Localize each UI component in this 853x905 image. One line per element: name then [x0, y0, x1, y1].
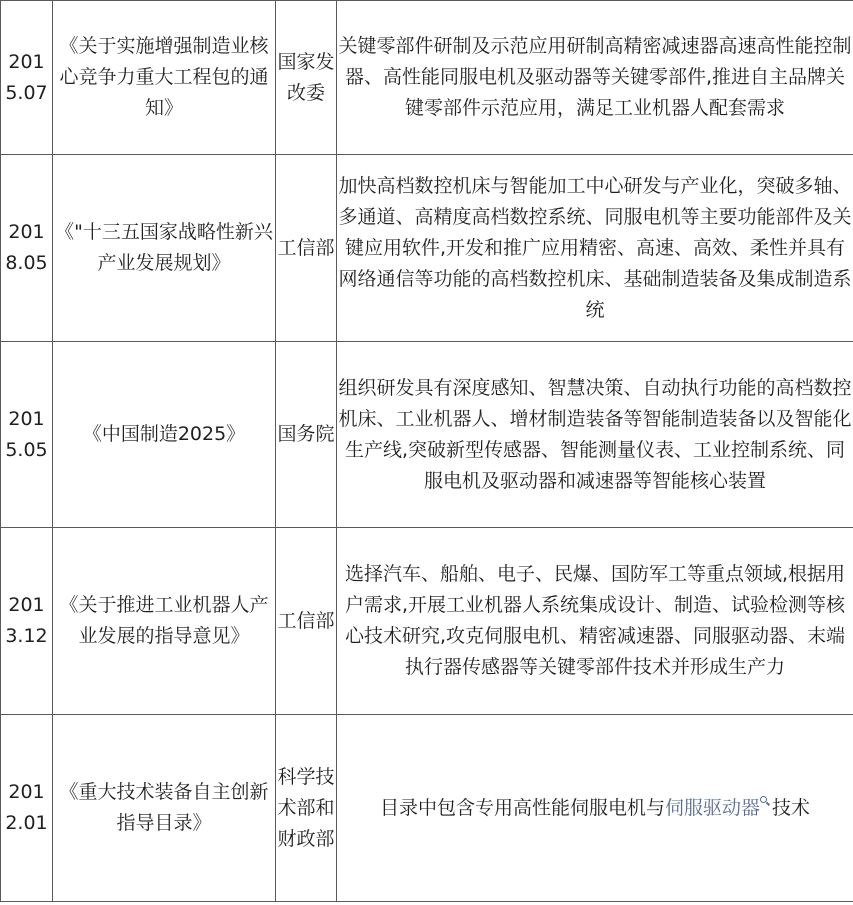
policy-title-cell: 《重大技术装备自主创新指导目录》: [53, 715, 276, 902]
policy-title-cell: 《关于推进工业机器人产业发展的指导意见》: [53, 528, 276, 715]
department-cell: 国家发改委: [276, 1, 337, 155]
table-row: [1, 155, 853, 342]
content-cell: 加快高档数控机床与智能加工中心研发与产业化，突破多轴、多通道、高精度高档数控系统、同服电机等主要功能部件及关键应用软件,开发和推广应用精密、高速、高效、柔性并具有网络通信等功能的高档数控机床、基础制造装备及集成制造系统: [337, 155, 853, 342]
content-cell: [337, 715, 853, 902]
date-cell: 2013.12: [1, 528, 53, 715]
policy-title-cell: 《"十三五国家战略性新兴产业发展规划》: [53, 155, 276, 342]
department-cell: 工信部: [276, 155, 337, 342]
department-cell: 科学技术部和财政部: [276, 715, 337, 902]
date-cell: 2015.05: [1, 342, 53, 528]
content-text-tail: 技术: [772, 796, 811, 819]
date-cell: 2018.05: [1, 155, 53, 342]
date-cell: 2012.01: [1, 715, 53, 902]
department-cell: 工信部: [276, 528, 337, 715]
table-row: [1, 342, 853, 528]
content-cell: 选择汽车、船舶、电子、民爆、国防军工等重点领域,根据用户需求,开展工业机器人系统集成设计、制造、试验检测等核心技术研究,攻克伺服电机、精密减速器、同服驱动器、末端执行器传感器等关键零部件技术并形成生产力: [337, 528, 853, 715]
policy-title-cell: 《关于实施增强制造业核心竞争力重大工程包的通知》: [53, 1, 276, 155]
table-row: [1, 1, 853, 155]
servo-driver-search-link[interactable]: 伺服驱动器: [664, 796, 760, 819]
department-cell: 国务院: [276, 342, 337, 528]
search-icon[interactable]: [760, 796, 770, 810]
table-row: [1, 715, 853, 902]
date-cell: 2015.07: [1, 1, 53, 155]
content-cell: 组织研发具有深度感知、智慧决策、自动执行功能的高档数控机床、工业机器人、增材制造装备等智能制造装备以及智能化生产线,突破新型传感器、智能测量仪表、工业控制系统、同服电机及驱动器和减速器等智能核心装置: [337, 342, 853, 528]
content-cell: 关键零部件研制及示范应用研制高精密减速器高速高性能控制器、高性能同服电机及驱动器等关键零部件,推进自主品牌关键零部件示范应用，满足工业机器人配套需求: [337, 1, 853, 155]
policy-title-cell: 《中国制造2025》: [53, 342, 276, 528]
table-row: [1, 528, 853, 715]
content-text: 目录中包含专用高性能伺服电机与: [379, 796, 665, 819]
